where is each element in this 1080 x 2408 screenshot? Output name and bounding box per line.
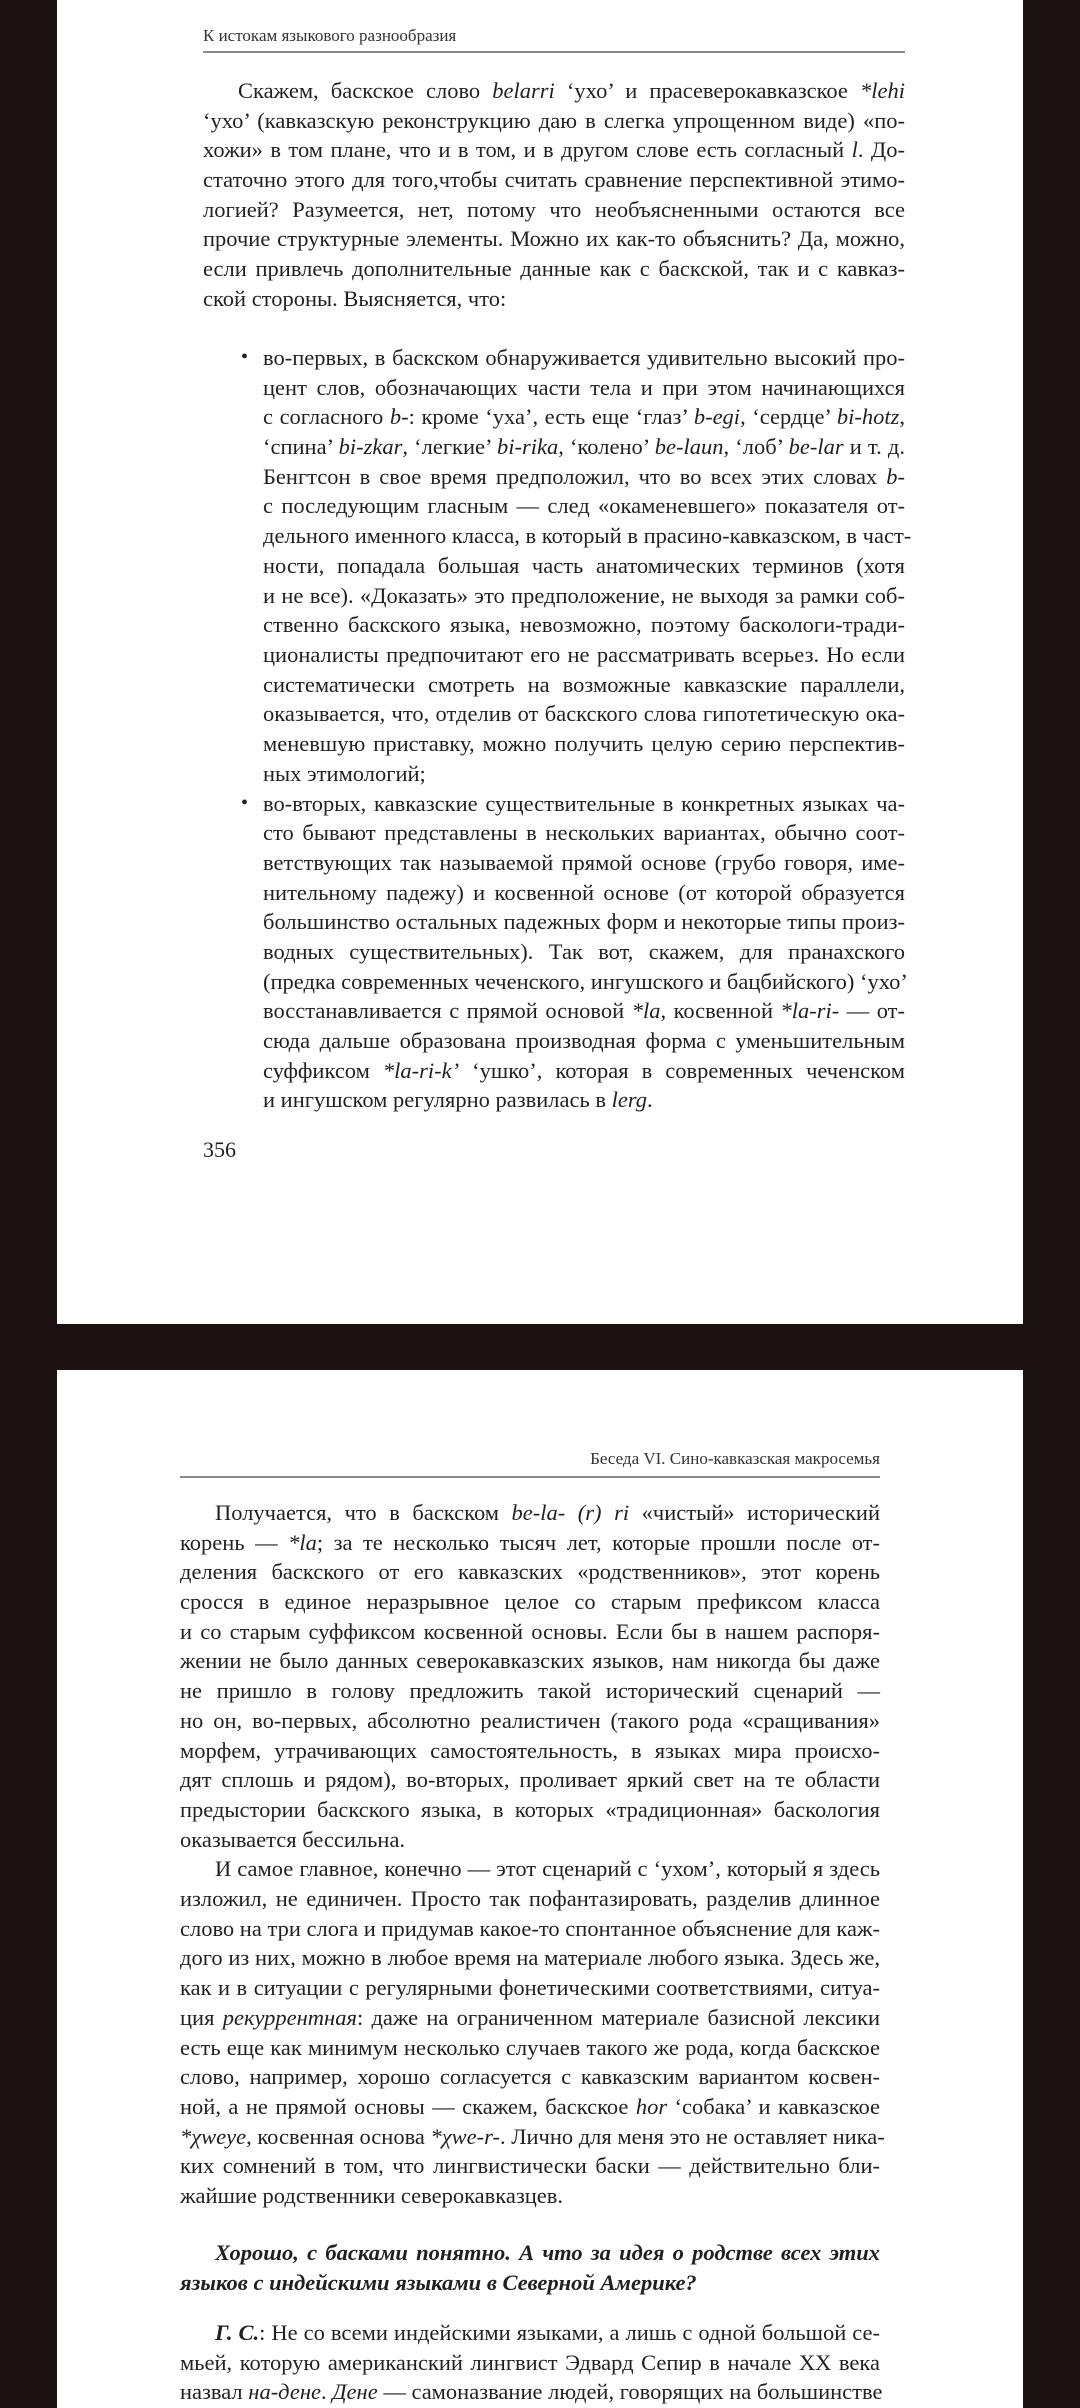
text-run: ственно баскского языка, невозможно, поэтому баскологи-тради- <box>263 612 905 638</box>
text-run: ветствующих так называемой прямой основе (грубо говоря, име- <box>263 849 905 875</box>
text-run: , косвенная основа <box>246 2123 431 2149</box>
text-run: хожи» в том плане, что и в том, и в другом слове есть согласный <box>203 137 852 163</box>
text-line <box>203 284 905 314</box>
text-line <box>180 2092 880 2122</box>
text-run: большинство остальных падежных форм и некоторые типы произ- <box>263 909 905 935</box>
text-run: ной, а не прямой основы — скажем, баскское <box>180 2093 636 2119</box>
italic-term: hor <box>635 2093 668 2119</box>
text-run: ция <box>180 2004 223 2030</box>
text-line <box>180 1706 880 1736</box>
italic-term: b- <box>886 463 905 489</box>
text-line <box>263 729 905 759</box>
text-run: , ʻлегкие’ <box>402 434 497 460</box>
text-line <box>263 996 905 1026</box>
text-line <box>263 1026 905 1056</box>
text-line <box>180 1854 880 1884</box>
text-line <box>180 2318 880 2348</box>
text-run: ʻухо’ (кавказскую реконструкцию даю в слегка упрощенном виде) «по- <box>203 107 905 133</box>
text-line <box>203 135 905 165</box>
italic-term: *la-ri-k’ <box>382 1057 460 1083</box>
text-line <box>180 2268 880 2298</box>
text-line <box>180 2238 880 2268</box>
text-line <box>180 1646 880 1676</box>
text-line <box>180 1736 880 1766</box>
text-run: водных существительных). Так вот, скажем, для пранахского <box>263 938 905 964</box>
text-line <box>203 106 905 136</box>
page-number: 356 <box>203 1137 236 1162</box>
text-line <box>180 1943 880 1973</box>
text-run: . Лично для меня это не оставляет ника- <box>499 2123 885 2149</box>
italic-term: b-egi <box>693 404 741 430</box>
text-run: морфем, утрачивающих самостоятельность, в языках мира происхо- <box>180 1737 880 1763</box>
text-run: логией? Разумеется, нет, потому что необъясненными остаются все <box>203 196 905 222</box>
text-run: (предка современных чеченского, ингушского и бацбийского) ʻухо’ <box>263 968 908 994</box>
text-run: сюда дальше образована производная форма с уменьшительным <box>263 1028 905 1053</box>
text-run: ʻсобака’ и кавказское <box>667 2093 881 2119</box>
italic-term: *la <box>288 1529 317 1555</box>
text-line <box>263 1085 905 1115</box>
text-run: — самоназвание людей, говорящих на большинстве <box>377 2379 883 2405</box>
text-run: Бенгтсон в свое время предположил, что во всех этих словах <box>263 463 887 489</box>
text-run: и не все). «Доказать» это предположение, не выходя за рамки соб- <box>263 582 905 608</box>
paragraph <box>203 76 905 314</box>
text-run: и со старым суффиксом косвенной основы. Если бы в нашем распоря- <box>180 1618 880 1644</box>
italic-term: b- <box>389 404 409 430</box>
text-line <box>263 789 905 819</box>
text-line <box>203 195 905 225</box>
speaker-initials: Г. С. <box>215 2320 260 2345</box>
text-line <box>180 1498 880 1528</box>
text-line <box>263 907 905 937</box>
text-run: статочно этого для того,чтобы считать сравнение перспективной этимо- <box>203 167 905 193</box>
text-line <box>263 967 908 997</box>
text-line <box>263 818 905 848</box>
text-run: ʻспина’ <box>263 434 339 460</box>
italic-term: Дене <box>332 2379 378 2405</box>
header-rule <box>203 51 905 53</box>
text-line <box>180 2348 880 2378</box>
paragraph <box>180 1498 880 1854</box>
text-run: ких сомнений в том, что лингвистически баски — действительно бли- <box>180 2153 880 2179</box>
text-run: ционалисты предпочитают его не рассматривать всерьез. Но если <box>263 641 905 667</box>
text-run: слово, например, хорошо согласуется с кавказским вариантом косвен- <box>180 2064 880 2090</box>
text-line <box>180 1676 880 1706</box>
text-line <box>180 2122 885 2152</box>
text-line <box>203 224 905 254</box>
italic-term: рекуррентная <box>222 2004 357 2030</box>
text-run: оказывается бессильна. <box>180 1826 406 1852</box>
italic-term: be-lar <box>788 434 844 460</box>
text-line <box>203 76 905 106</box>
text-run: — от- <box>839 998 906 1024</box>
text-run: корень — <box>180 1529 289 1555</box>
text-run: , ʻлоб’ <box>723 434 789 460</box>
text-run: сросся в единое неразрывное целое со старым префиксом класса <box>180 1589 880 1615</box>
italic-term: *lehi <box>859 78 905 103</box>
text-line <box>263 521 912 551</box>
italic-term: bi-rika <box>496 434 559 460</box>
italic-term: *χweye <box>180 2123 247 2149</box>
text-line <box>180 1914 880 1944</box>
text-run: Скажем, баскское слово <box>238 78 493 103</box>
text-run: во-вторых, кавказские существительные в конкретных языках ча- <box>263 790 905 816</box>
text-line <box>263 878 905 908</box>
text-run: дого из них, можно в любое время на материале любого языка. Здесь же, <box>180 1945 880 1971</box>
interviewer-question <box>180 2238 880 2297</box>
text-run: ской стороны. Выясняется, что: <box>203 285 507 311</box>
text-run: как и в ситуации с регулярными фонетическими соответствиями, ситуа- <box>180 1975 880 2001</box>
bullet-item <box>241 789 908 1116</box>
text-line <box>180 1765 880 1795</box>
text-run: если привлечь дополнительные данные как с баскской, так и с кавказ- <box>203 256 905 282</box>
text-run: , ʻсердце’ <box>740 404 837 430</box>
text-line <box>180 2181 880 2211</box>
text-run: ʻухо’ и прасеверокавказское <box>554 78 860 103</box>
text-run: меневшую приставку, можно получить целую серию перспектив- <box>263 730 905 756</box>
text-line <box>180 1795 880 1825</box>
text-run: И самое главное, конечно — этот сценарий с ʻухом’, который я здесь <box>215 1856 880 1882</box>
italic-term: be-laun <box>654 434 724 460</box>
text-run: изложил, не единичен. Просто так пофантазировать, разделив длинное <box>180 1886 880 1912</box>
answer-paragraph <box>180 2318 883 2407</box>
text-run: предыстории баскского языка, в которых «традиционная» баскология <box>180 1796 880 1822</box>
text-line <box>263 491 905 521</box>
text-run: слово на три слога и придумав какое-то спонтанное объяснение для каж- <box>180 1915 881 1941</box>
italic-term: *χwe-r- <box>430 2123 500 2149</box>
text-line <box>263 402 905 432</box>
italic-term: be-la- (r) ri <box>511 1500 630 1525</box>
text-run: ности, попадала большая часть анатомических терминов (хотя <box>263 552 905 578</box>
text-line <box>263 937 905 967</box>
text-run: , ʻколено’ <box>558 434 655 460</box>
italic-term: bi-zkar <box>338 434 403 460</box>
text-run: : даже на ограниченном материале базисной лексики <box>356 2004 880 2030</box>
text-line <box>263 581 905 611</box>
text-line <box>180 1884 880 1914</box>
text-line <box>263 699 905 729</box>
text-line <box>180 2062 880 2092</box>
text-run: Получается, что в баскском <box>215 1500 512 1525</box>
text-run: : кроме ʻуха’, есть еще ʻглаз’ <box>408 404 694 430</box>
text-run: . До- <box>857 137 906 163</box>
text-run: ных этимологий; <box>263 760 426 786</box>
text-line <box>180 1587 880 1617</box>
text-line <box>263 610 905 640</box>
text-run: во-первых, в баскском обнаруживается удивительно высокий про- <box>263 345 905 370</box>
text-line <box>263 551 905 581</box>
text-run: есть еще как минимум несколько случаев такого же рода, когда баскское <box>180 2034 880 2060</box>
text-run: оказывается, что, отделив от баскского слова гипотетическую ока- <box>263 701 905 727</box>
italic-term: bi-hotz <box>836 404 900 430</box>
text-run: систематически смотреть на возможные кавказские параллели, <box>263 671 905 697</box>
text-run: но он, во-первых, абсолютно реалистичен (такого рода «сращивания» <box>180 1707 880 1733</box>
book-page-357 <box>57 1370 1023 2408</box>
text-line <box>263 848 905 878</box>
text-run: жении не было данных северокавказских языков, нам никогда бы даже <box>180 1648 880 1674</box>
text-line <box>180 2377 883 2407</box>
text-run: с последующим гласным — след «окаменевшего» показателя от- <box>263 493 905 519</box>
text-run: языков с индейскими языками в Северной Америке? <box>180 2269 697 2295</box>
text-line <box>180 1557 880 1587</box>
text-line <box>180 1528 880 1558</box>
italic-term: на-дене <box>248 2379 321 2405</box>
text-run: нительному падежу) и косвенной основе (от которой образуется <box>263 879 905 905</box>
running-head: Беседа VI. Сино-кавказская макросемья <box>590 1449 880 1468</box>
italic-term: *la-ri- <box>780 998 840 1024</box>
text-line <box>263 432 905 462</box>
text-run: прочие структурные элементы. Можно их как-то объяснить? Да, можно, <box>203 226 905 252</box>
text-line <box>263 462 905 492</box>
text-run: восстанавливается с прямой основой <box>263 998 632 1024</box>
text-run: «чистый» исторический <box>629 1500 880 1525</box>
bullet-item <box>241 343 912 788</box>
text-line <box>180 1617 880 1647</box>
text-run: : Не со всеми индейскими языками, а лишь с одной большой се- <box>259 2320 880 2345</box>
book-page-356 <box>57 0 1023 1324</box>
text-line <box>180 2003 880 2033</box>
header-rule <box>180 1476 880 1478</box>
paragraph <box>180 1854 885 2210</box>
text-line <box>180 2033 880 2063</box>
text-run: ; за те несколько тысяч лет, которые прошли после от- <box>316 1529 881 1555</box>
text-run: дельного именного класса, в который в прасино-кавказском, в част- <box>263 523 912 549</box>
text-line <box>263 373 905 403</box>
text-run: суффиксом <box>263 1057 383 1083</box>
text-run: сто бывают представлены в нескольких вариантах, обычно соот- <box>263 820 905 846</box>
text-run: мьей, которую американский лингвист Эдвард Сепир в начале XX века <box>180 2349 880 2375</box>
text-run: и ингушском регулярно развилась в <box>263 1087 612 1113</box>
text-run: дят сплошь и рядом), во-вторых, проливает яркий свет на те области <box>180 1767 880 1793</box>
italic-term: l <box>851 137 858 163</box>
text-line <box>263 1056 905 1086</box>
text-line <box>263 759 905 789</box>
text-line <box>263 343 905 373</box>
text-run: с согласного <box>263 404 390 430</box>
text-run: , <box>899 404 905 430</box>
text-run: , косвенной <box>660 998 781 1024</box>
text-run: жайшие родственники северокавказцев. <box>180 2182 564 2208</box>
text-line <box>203 254 905 284</box>
text-line <box>263 640 905 670</box>
running-head: К истокам языкового разнообразия <box>203 26 457 45</box>
bullet-icon: • <box>241 346 249 368</box>
text-run: . <box>320 2379 333 2405</box>
italic-term: belarri <box>492 78 555 103</box>
text-run: Хорошо, с басками понятно. А что за идея о родстве всех этих <box>215 2240 880 2265</box>
text-line <box>203 165 905 195</box>
text-line <box>180 1973 880 2003</box>
text-line <box>180 2151 880 2181</box>
text-run: ʻушко’, которая в современных чеченском <box>459 1057 905 1083</box>
text-line <box>180 1825 880 1855</box>
text-run: цент слов, обозначающих части тела и при этом начинающихся <box>263 374 905 400</box>
text-run: и т. д. <box>843 434 905 460</box>
text-run: . <box>647 1087 653 1113</box>
text-run: деления баскского от его кавказских «родственников», этот корень <box>180 1559 880 1585</box>
text-run: назвал <box>180 2379 249 2405</box>
bullet-icon: • <box>241 791 249 814</box>
italic-term: lerg <box>611 1087 648 1113</box>
italic-term: *la <box>631 998 661 1024</box>
text-line <box>263 670 905 700</box>
text-run: не пришло в голову предложить такой исторический сценарий — <box>180 1678 880 1704</box>
